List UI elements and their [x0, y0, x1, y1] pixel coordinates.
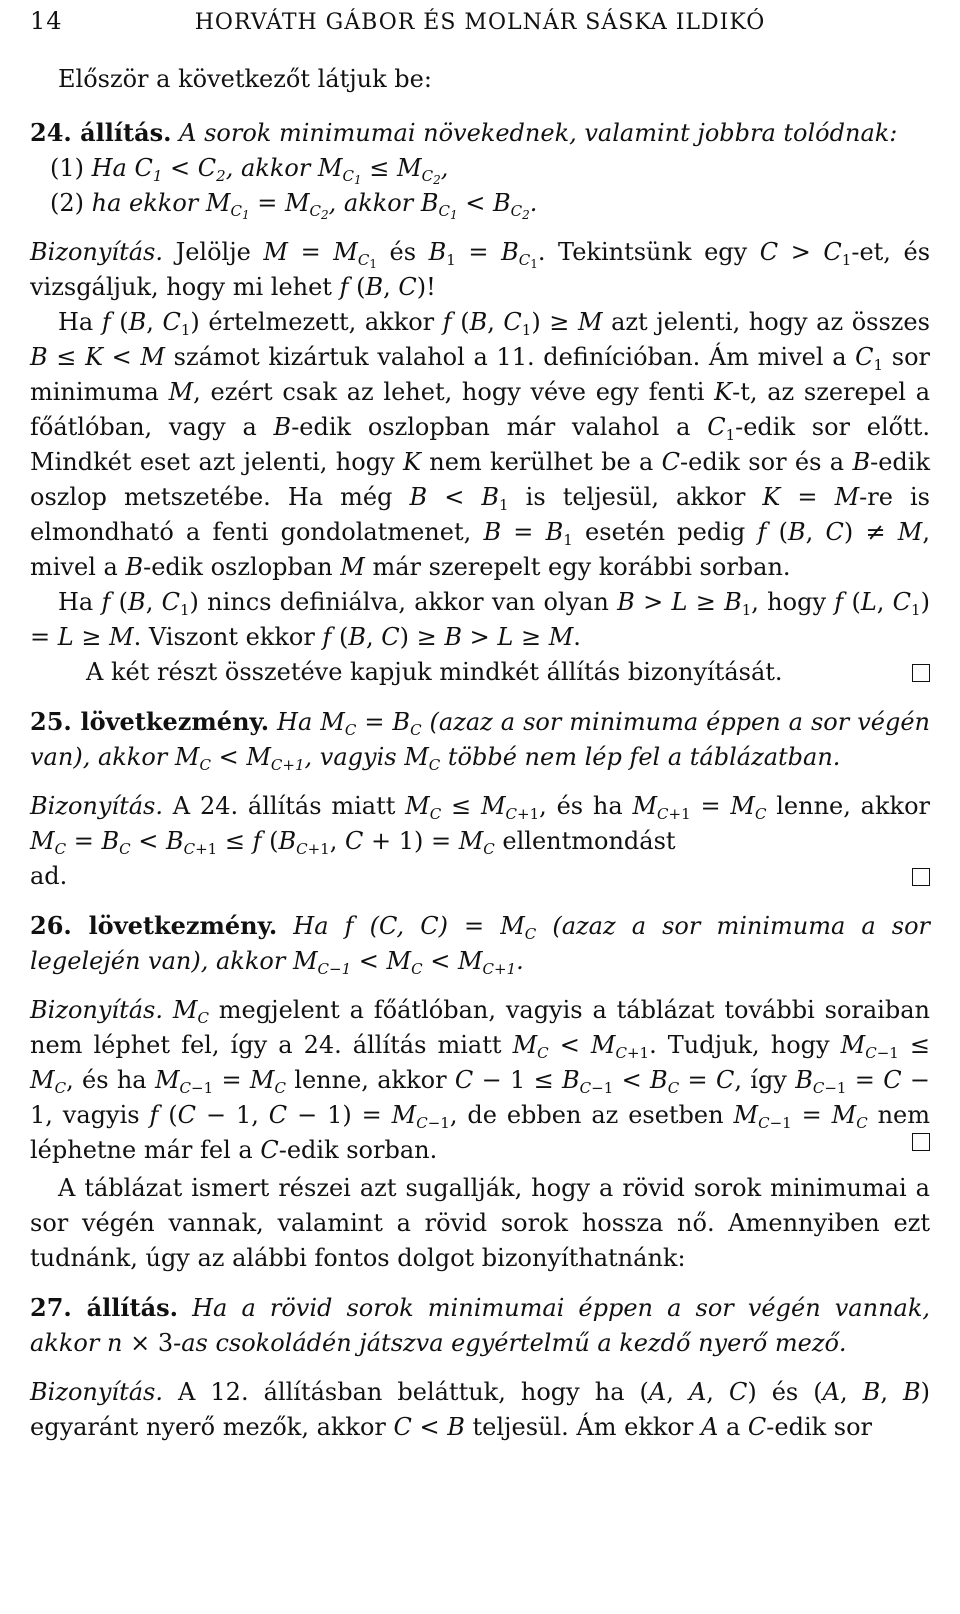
proof-26-text: Bizonyítás. $M_C$ megjelent a főátlóban, vagyis a táblázat további soraiban nem léphet fel, így a 24. állítás miatt $M_C < M_{C+1}$. Tudjuk, hogy $M_{C-1} \le M_C$, és ha $M_{C-1} = M_C$ lenne, akkor $C - 1 \le B_{C-1} < B_C = C$, így $B_{C-1} = C - 1$, vagyis f (C − 1, $C - 1) = M_{C-1}$, de ebben az esetben $M_{C-1} = M_C$ nem léphetne már fel a C-edik sorban. [30, 996, 931, 1164]
page-number: 14 [30, 7, 63, 35]
proof-25 [30, 789, 930, 894]
proof-24-p2: Ha f (B, $C_1$) értelmezett, akkor f (B, $C_1) \ge M$ azt jelenti, hogy az összes B ≤ K < M számot kizártuk valahol a 11. definícióban. Ám mivel a $C_1$ sor minimuma M, ezért csak az lehet, hogy véve egy fenti K-t, az szerepel a főátlóban, vagy a B-edik oszlopban már valahol a $C_1$-edik sor előtt. Mindkét eset azt jelenti, hogy K nem kerülhet be a C-edik sor és a B-edik oszlop metszetébe. Ha még $B < B_1$ is teljesül, akkor K = M-re is elmondható a fenti gondolatmenet, $B = B_1$ esetén pedig f (B, C) ≠ M, mivel a B-edik oszlopban M már szerepelt egy korábbi sorban. [30, 308, 931, 581]
proof-24-p3: Ha f (B, $C_1$) nincs definiálva, akkor van olyan $B > L \ge B_1$, hogy f (L, $C_1) = L \ge M$. Viszont ekkor f (B, C) ≥ B > L ≥ M. [30, 588, 930, 651]
body-paragraph: A táblázat ismert részei azt sugallják, hogy a rövid sorok minimumai a sor végén vannak, valamint a rövid sorok hossza nő. Amennyiben ezt tudnánk, úgy az alábbi fontos dolgot bizonyíthatnánk: [30, 1174, 930, 1272]
proof-24-p1: Bizonyítás. Jelölje $M = M_{C_1}$ és $B_1 = B_{C_1}$. Tekintsünk egy $C > C_1-et$, és vizsgáljuk, hogy mi lehet f (B, C)! [30, 238, 931, 301]
running-header [30, 4, 930, 38]
proof-label: Bizonyítás. [30, 996, 163, 1024]
claim-24 [30, 115, 930, 221]
proof-24 [30, 235, 930, 690]
corollary-25 [30, 704, 930, 894]
qed-square-icon [912, 664, 930, 682]
claim-27-statement: 27. állítás. Ha a rövid sorok minimumai éppen a sor végén vannak, akkor n × 3-as csokoládén játszva egyértelmű a kezdő nyerő mező. [30, 1293, 931, 1357]
claim-27-label: 27. állítás. [30, 1293, 178, 1322]
proof-27-text: Bizonyítás. A 12. állításban beláttuk, hogy ha (A, A, C) és (A, B, B) egyaránt nyerő mezők, akkor C < B teljesül. Ám ekkor A a C-edik sor [30, 1378, 930, 1441]
intro-line: Először a következőt látjuk be: [58, 65, 432, 93]
running-title: HORVÁTH GÁBOR ÉS MOLNÁR SÁSKA ILDIKÓ [194, 10, 766, 35]
proof-25-end: ad. [30, 859, 930, 894]
corollary-25-label: 25. lövetkezmény. [30, 707, 270, 736]
proof-24-end [30, 655, 930, 690]
qed-square-icon [912, 868, 930, 886]
corollary-25-statement: 25. lövetkezmény. Ha $M_C = B_C$ (azaz a sor minimuma éppen a sor végén van), akkor $M_C < M_{C+1}$, vagyis $M_C$ többé nem lép fel a táblázatban. [30, 707, 930, 774]
qed-square-icon [912, 1133, 930, 1151]
proof-label: Bizonyítás. [30, 238, 163, 266]
claim-24-items [30, 151, 930, 221]
proof-label: Bizonyítás. [30, 1378, 163, 1406]
claim-27 [30, 1290, 930, 1445]
corollary-26-label: 26. lövetkezmény. [30, 911, 278, 940]
corollary-26-statement: 26. lövetkezmény. Ha f (C, $C) = M_C$ (azaz a sor minimuma a sor legelején van), akkor $M_{C-1} < M_C < M_{C+1}$. [30, 911, 931, 978]
claim-24-item-1: (1) Ha $C_1 < C_2$, akkor $M_{C_1} \le M_{C_2}$, [50, 154, 449, 187]
claim-24-statement: 24. állítás. A sorok minimumai növekednek, valamint jobbra tolódnak: [30, 118, 898, 147]
proof-label: Bizonyítás. [30, 792, 163, 820]
claim-24-label: 24. állítás. [30, 118, 172, 147]
proof-27 [30, 1375, 930, 1445]
proof-26 [30, 993, 931, 1164]
corollary-26 [30, 908, 931, 1164]
proof-24-p4: A két részt összetéve kapjuk mindkét állítás bizonyítását. [86, 658, 783, 686]
proof-25-text: Bizonyítás. A 24. állítás miatt $M_C \le M_{C+1}$, és ha $M_{C+1} = M_C$ lenne, akkor $M_C = B_C < B_{C+1} \le f$ ($B_{C+1}$, $C + 1) = M_C$ ellentmondást [30, 792, 930, 858]
claim-24-item-2: (2) ha ekkor $M_{C_1} = M_{C_2}$, akkor $B_{C_1} < B_{C_2}$. [50, 189, 538, 222]
